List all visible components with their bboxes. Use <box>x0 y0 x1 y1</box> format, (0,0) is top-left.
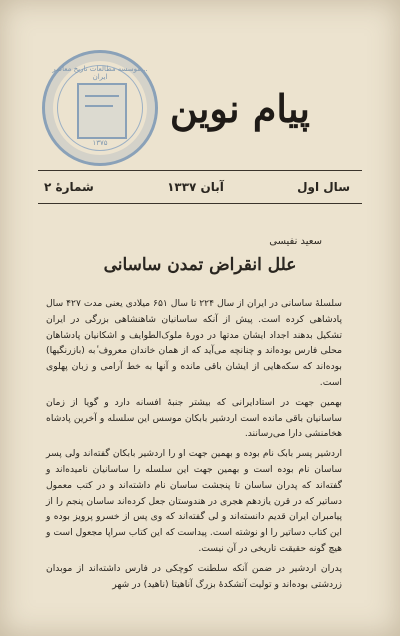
stamp-year-text: ۱۳۷۵ <box>92 139 108 147</box>
masthead-bottom-rule <box>38 203 362 204</box>
library-stamp <box>42 50 158 166</box>
masthead-title: پیام نوین <box>169 86 310 131</box>
stamp-institution-text: ...موسسه مطالعات تاریخ معاصر ایران <box>52 65 148 81</box>
book-icon <box>77 83 127 139</box>
issue-volume: سال اول <box>297 180 350 194</box>
masthead-top-rule <box>38 170 362 171</box>
issue-date: آبان ۱۳۳۷ <box>167 180 224 194</box>
issue-info-row <box>44 180 350 194</box>
article-paragraph: بهمین جهت در استادایرانی که بیشتر جنبهٔ افسانه دارد و گویا از زمان ساسانیان باقی مانده‌ است اردشیر بابکان موسس این سلسله و آخرین پادشاه هخامنشی دارا می‌رسانند. <box>46 396 342 440</box>
article-paragraph: پدران اردشیر در ضمن آنکه سلطنت کوچکی در فارس داشته‌اند از موبدان زردشتی بوده‌اند و تولیت آتشکدهٔ بزرگ آناهیتا (ناهید) در شهر <box>46 562 342 590</box>
article-title: علل انقراض تمدن ساسانی <box>103 255 297 275</box>
issue-number: شمارهٔ ۲ <box>44 180 94 194</box>
article-body <box>46 296 342 596</box>
article-paragraph: سلسلهٔ ساسانی در ایران از سال ۲۲۴ تا سال ۶۵۱ میلادی یعنی مدت ۴۲۷ سال پادشاهی کرده است. پیش از آنکه ساسانیان شاهنشاهی بزرگی در ایران تشکیل بدهند اجداد ایشان مدتها در دورهٔ ملوک‌الطوایف و اشکانیان پادشاهان محلی فارس بوده‌اند و چنانچه می‌آید که از همان خاندان معروف ٔبه (بازرنگیها) بوده‌اند که سکه‌هایی از ایشان باقی مانده و آنها به خط آرامی و زبان پهلوی است. <box>46 298 343 388</box>
article-paragraph: اردشیر پسر بابک نام بوده و بهمین جهت او را اردشیر بابکان گفته‌اند ولی پسر ساسان نام بوده است و بهمین جهت این سلسله را ساسانیان نامیده‌اند و گفته‌اند که پدران ساسان تا پنجشت ساسان نام داشته‌اند و در کتب معمول دساتیر که در قرن یازدهم هجری در هندوستان جعل کرده‌اند ساسان پنجم را از پیامبران ایران قدیم دانسته‌اند و لی گفته‌اند که وی پس از خسرو پرویز بوده و این کتاب دساتیر را او نوشته است. پیداست که این کتاب سراپا مجعول است و هیچ گونه حقیقت تاریخی در آن نیست. <box>46 448 342 554</box>
article-author: سعید نفیسی <box>269 236 322 247</box>
